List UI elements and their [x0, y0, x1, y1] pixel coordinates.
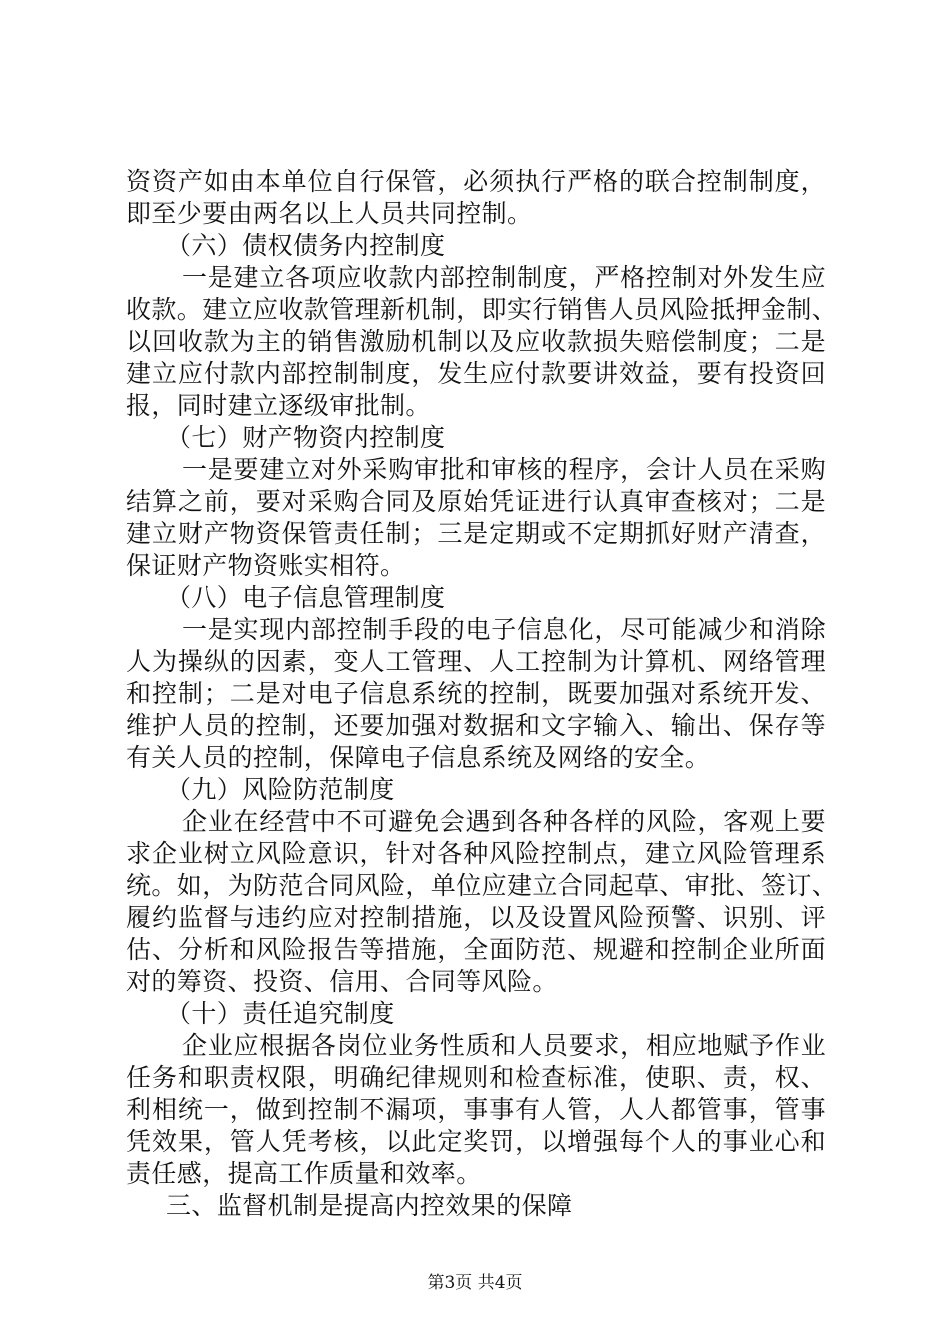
paragraph-first-line: 一是实现内部控制手段的电子信息化，尽可能减少和消除: [182, 615, 826, 644]
paragraph-first-line: 一是建立各项应收款内部控制制度，严格控制对外发生应: [182, 263, 826, 292]
section-heading: 三、监督机制是提高内控效果的保障: [166, 1191, 573, 1220]
body-text-line: 有关人员的控制，保障电子信息系统及网络的安全。: [126, 743, 711, 772]
paragraph-first-line: 企业在经营中不可避免会遇到各种各样的风险，客观上要: [182, 807, 826, 836]
body-text-line: 凭效果，管人凭考核，以此定奖罚，以增强每个人的事业心和: [126, 1127, 826, 1156]
body-text-line: 报，同时建立逐级审批制。: [126, 391, 431, 420]
body-text-line: 任务和职责权限，明确纪律规则和检查标准，使职、责，权、: [126, 1063, 826, 1092]
page-number-footer: 第3页 共4页: [427, 1273, 523, 1293]
paragraph-first-line: 一是要建立对外采购审批和审核的程序，会计人员在采购: [182, 455, 826, 484]
section-subheading: （八）电子信息管理制度: [166, 583, 446, 612]
body-text-line: 收款。建立应收款管理新机制，即实行销售人员风险抵押金制、: [126, 295, 838, 324]
body-text-line: 结算之前，要对采购合同及原始凭证进行认真审查核对；二是: [126, 487, 826, 516]
section-subheading: （九）风险防范制度: [166, 775, 395, 804]
section-subheading: （七）财产物资内控制度: [166, 423, 446, 452]
section-subheading: （十）责任追究制度: [166, 999, 395, 1028]
section-subheading: （六）债权债务内控制度: [166, 231, 446, 260]
body-text-line: 求企业树立风险意识，针对各种风险控制点，建立风险管理系: [126, 839, 826, 868]
body-text-line: 利相统一，做到控制不漏项，事事有人管，人人都管事，管事: [126, 1095, 826, 1124]
body-text-line: 估、分析和风险报告等措施，全面防范、规避和控制企业所面: [126, 935, 826, 964]
body-text-line: 以回收款为主的销售激励机制以及应收款损失赔偿制度；二是: [126, 327, 826, 356]
body-text-line: 即至少要由两名以上人员共同控制。: [126, 199, 533, 228]
body-text-line: 统。如，为防范合同风险，单位应建立合同起草、审批、签订、: [126, 871, 838, 900]
paragraph-first-line: 企业应根据各岗位业务性质和人员要求，相应地赋予作业: [182, 1031, 826, 1060]
body-text-line: 履约监督与违约应对控制措施，以及设置风险预警、识别、评: [126, 903, 826, 932]
body-text-line: 对的筹资、投资、信用、合同等风险。: [126, 967, 558, 996]
body-text-line: 资资产如由本单位自行保管，必须执行严格的联合控制制度，: [126, 167, 826, 196]
body-text-line: 和控制；二是对电子信息系统的控制，既要加强对系统开发、: [126, 679, 826, 708]
body-text-line: 建立财产物资保管责任制；三是定期或不定期抓好财产清查，: [126, 519, 826, 548]
body-text-line: 保证财产物资账实相符。: [126, 551, 406, 580]
body-text-line: 人为操纵的因素，变人工管理、人工控制为计算机、网络管理: [126, 647, 826, 676]
body-text-line: 责任感，提高工作质量和效率。: [126, 1159, 482, 1188]
document-body: [126, 166, 838, 1222]
body-text-line: 维护人员的控制，还要加强对数据和文字输入、输出、保存等: [126, 711, 826, 740]
body-text-line: 建立应付款内部控制制度，发生应付款要讲效益，要有投资回: [126, 359, 826, 388]
